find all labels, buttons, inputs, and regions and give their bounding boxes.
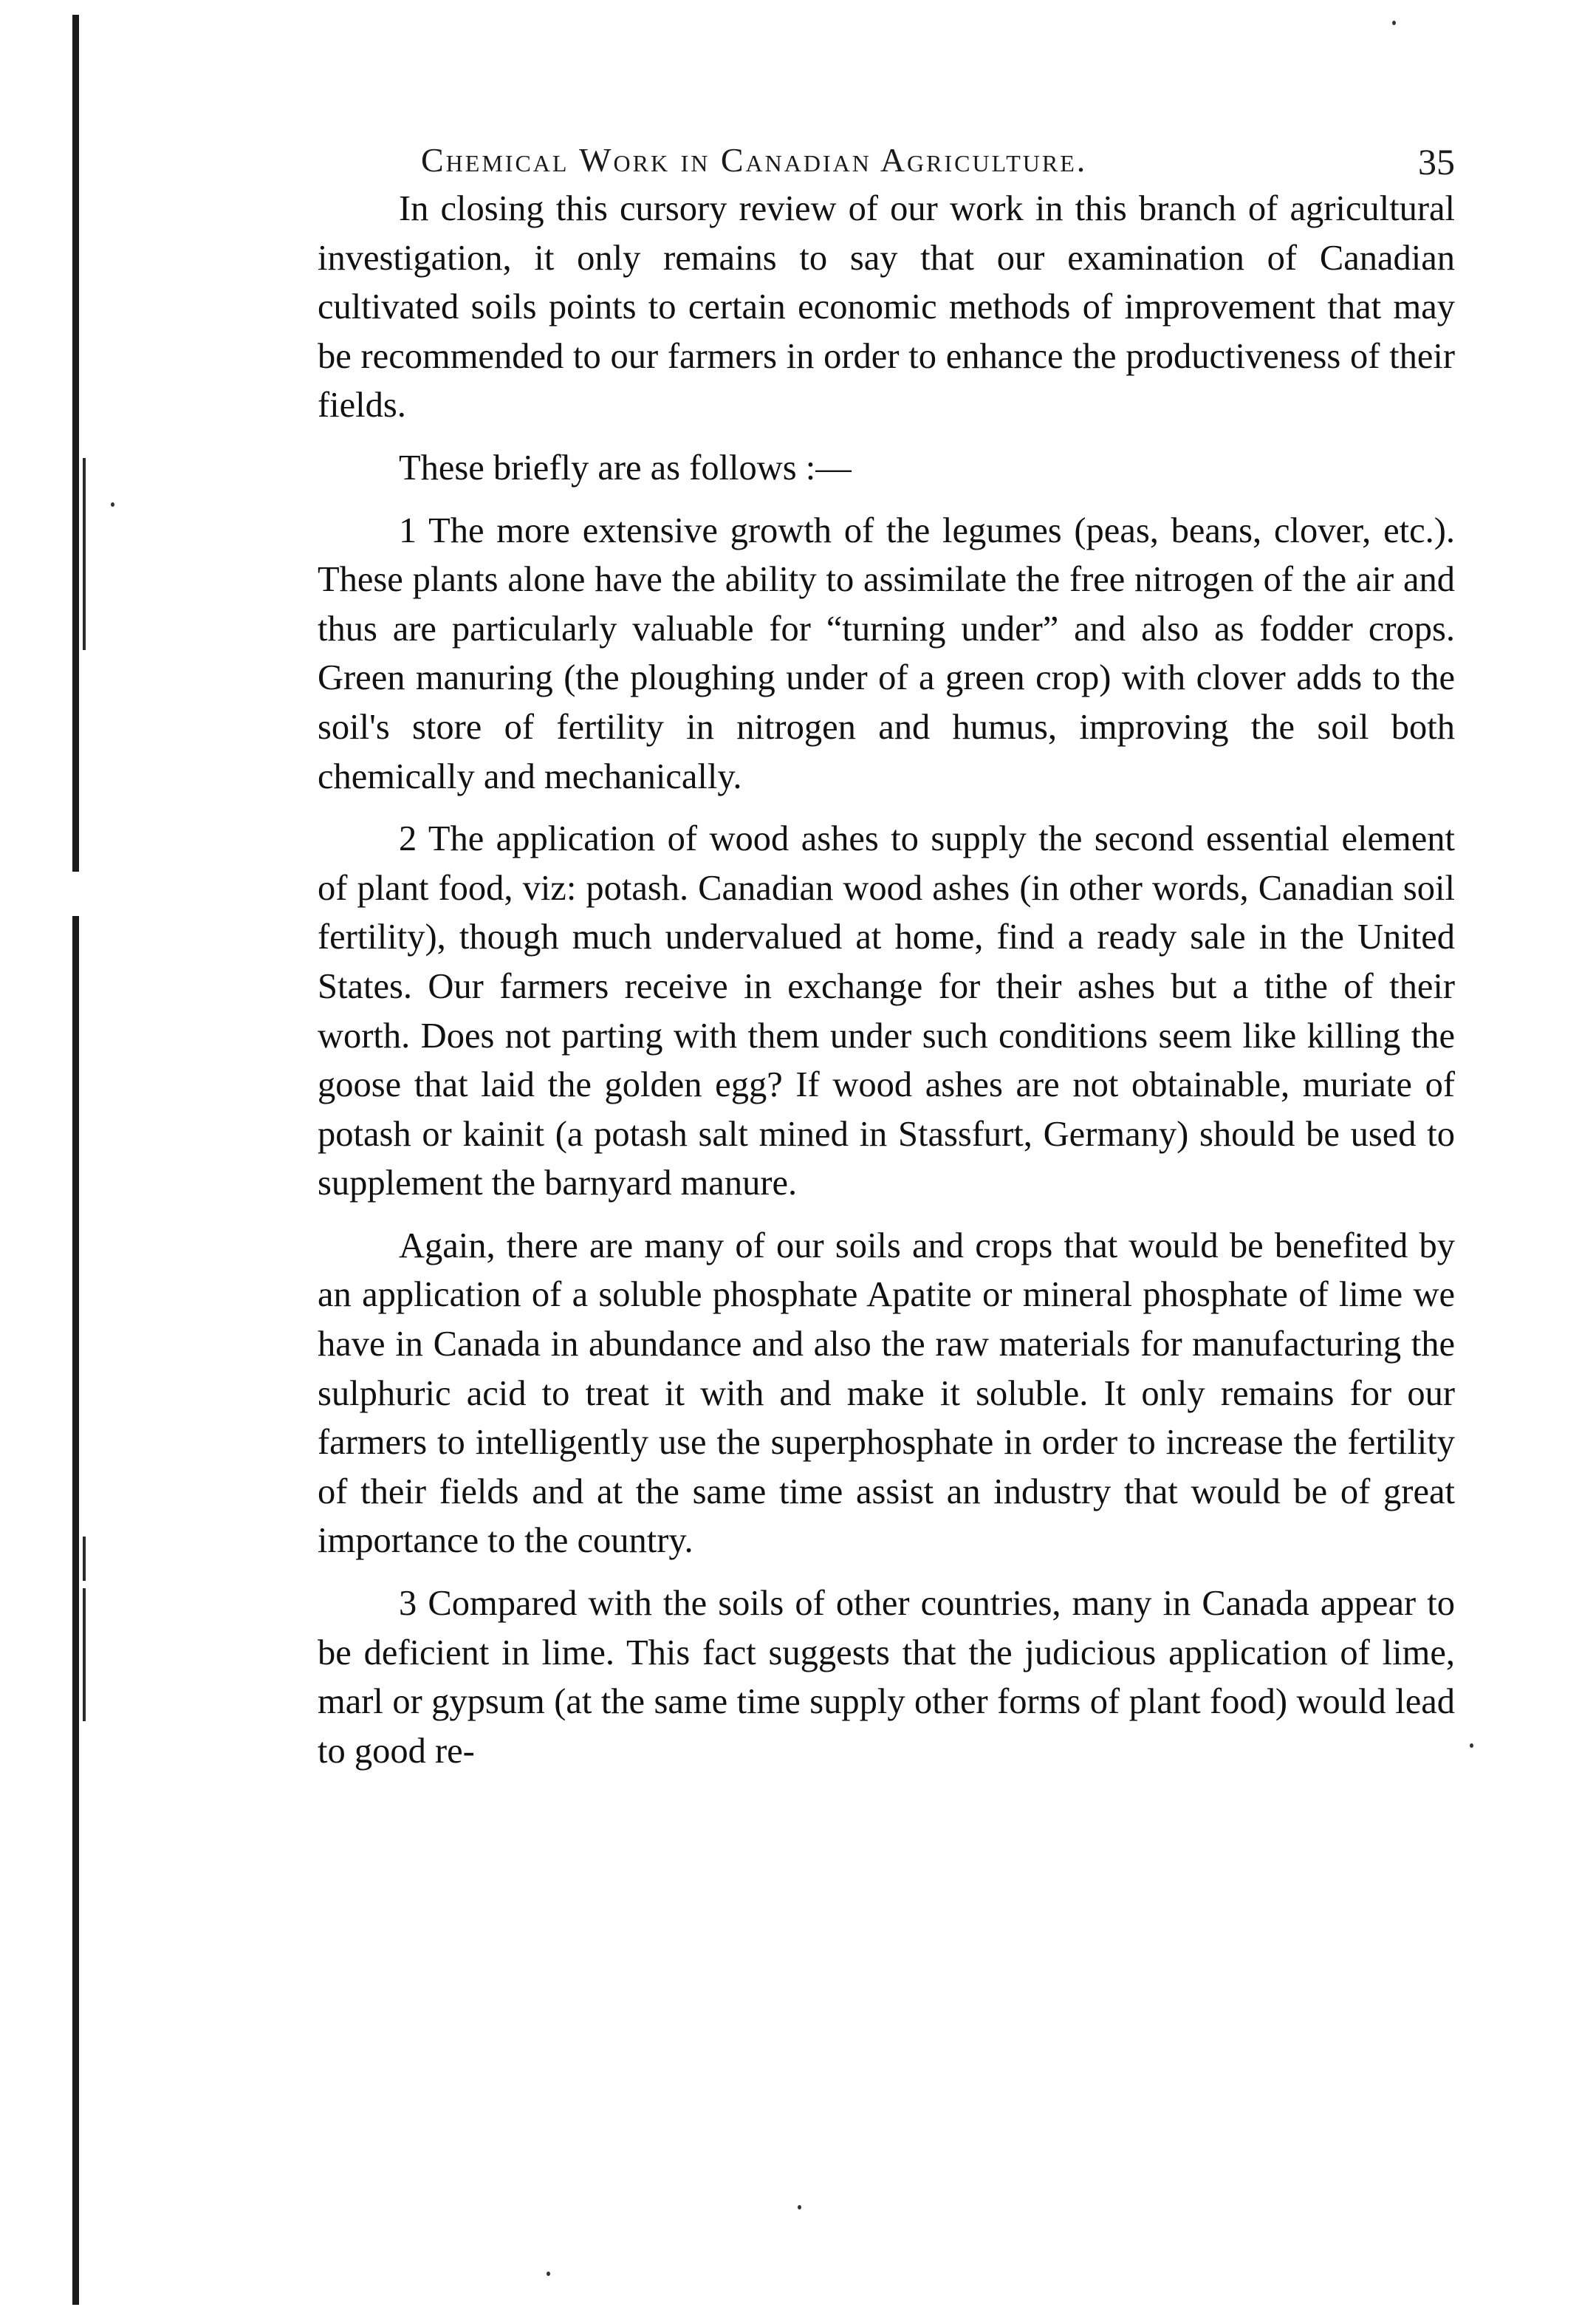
scan-edge-gap — [71, 872, 81, 916]
paragraph-follows-intro: These briefly are as follows :— — [399, 448, 852, 488]
body-text — [318, 185, 1455, 1776]
paragraph-closing-review: In closing this cursory review of our work in this branch of agricultural investigation, it only remains to say that our examination of Canadian cultivated soils points to certain economic methods of improvement that may be recommended to our farmers in order to enhance the productiveness of their fields. — [318, 189, 1455, 425]
scan-speck — [798, 2205, 801, 2209]
scan-speck — [547, 2272, 550, 2276]
paragraph-legumes: 1 The more extensive growth of the legumes (peas, beans, clover, etc.). These plants alone have the ability to assimilate the free nitrogen of the air and thus are particularly valuable for “turning under” and also as fodder crops. Green manuring (the ploughing under of a green crop) with clover adds to the soil's store of fertility in nitrogen and humus, improving the soil both chemically and mechanically. — [318, 510, 1455, 796]
scan-speck — [111, 502, 114, 507]
scan-speck — [1392, 21, 1396, 25]
paragraph-wood-ashes: 2 The application of wood ashes to supply the second essential element of plant food, viz: potash. Canadian wood ashes (in other words, Canadian soil fertility), though much undervalued at home, find a ready sale in the United States. Our farmers receive in exchange for their ashes but a tithe of their worth. Does not parting with them under such conditions seem like killing the goose that laid the golden egg? If wood ashes are not obtainable, muriate of potash or kainit (a potash salt mined in Stassfurt, Germany) should be used to supplement the barnyard manure. — [318, 819, 1455, 1203]
margin-mark — [83, 1588, 86, 1633]
running-head-title: Chemical Work in Canadian Agriculture. — [421, 141, 1088, 179]
page-number: 35 — [1418, 141, 1455, 182]
book-page — [318, 118, 1455, 1776]
running-head — [318, 118, 1455, 185]
scan-binding-edge — [72, 15, 79, 2305]
margin-mark — [83, 1633, 86, 1721]
scan-speck — [1470, 1743, 1473, 1748]
paragraph-lime: 3 Compared with the soils of other countries, many in Canada appear to be deficient in lime. This fact suggests that the judicious application of lime, marl or gypsum (at the same time supply other forms of plant food) would lead to good re- — [318, 1584, 1455, 1771]
paragraph-phosphate: Again, there are many of our soils and crops that would be benefited by an application of a soluble phosphate Apatite or mineral phosphate of lime we have in Canada in abundance and also the raw materials for manufacturing the sulphuric acid to treat it with and make it soluble. It only remains for our farmers to intelligently use the superphosphate in order to increase the fertility of their fields and at the same time assist an industry that would be of great importance to the country. — [318, 1226, 1455, 1561]
margin-mark — [83, 458, 86, 650]
margin-mark — [83, 1537, 86, 1581]
